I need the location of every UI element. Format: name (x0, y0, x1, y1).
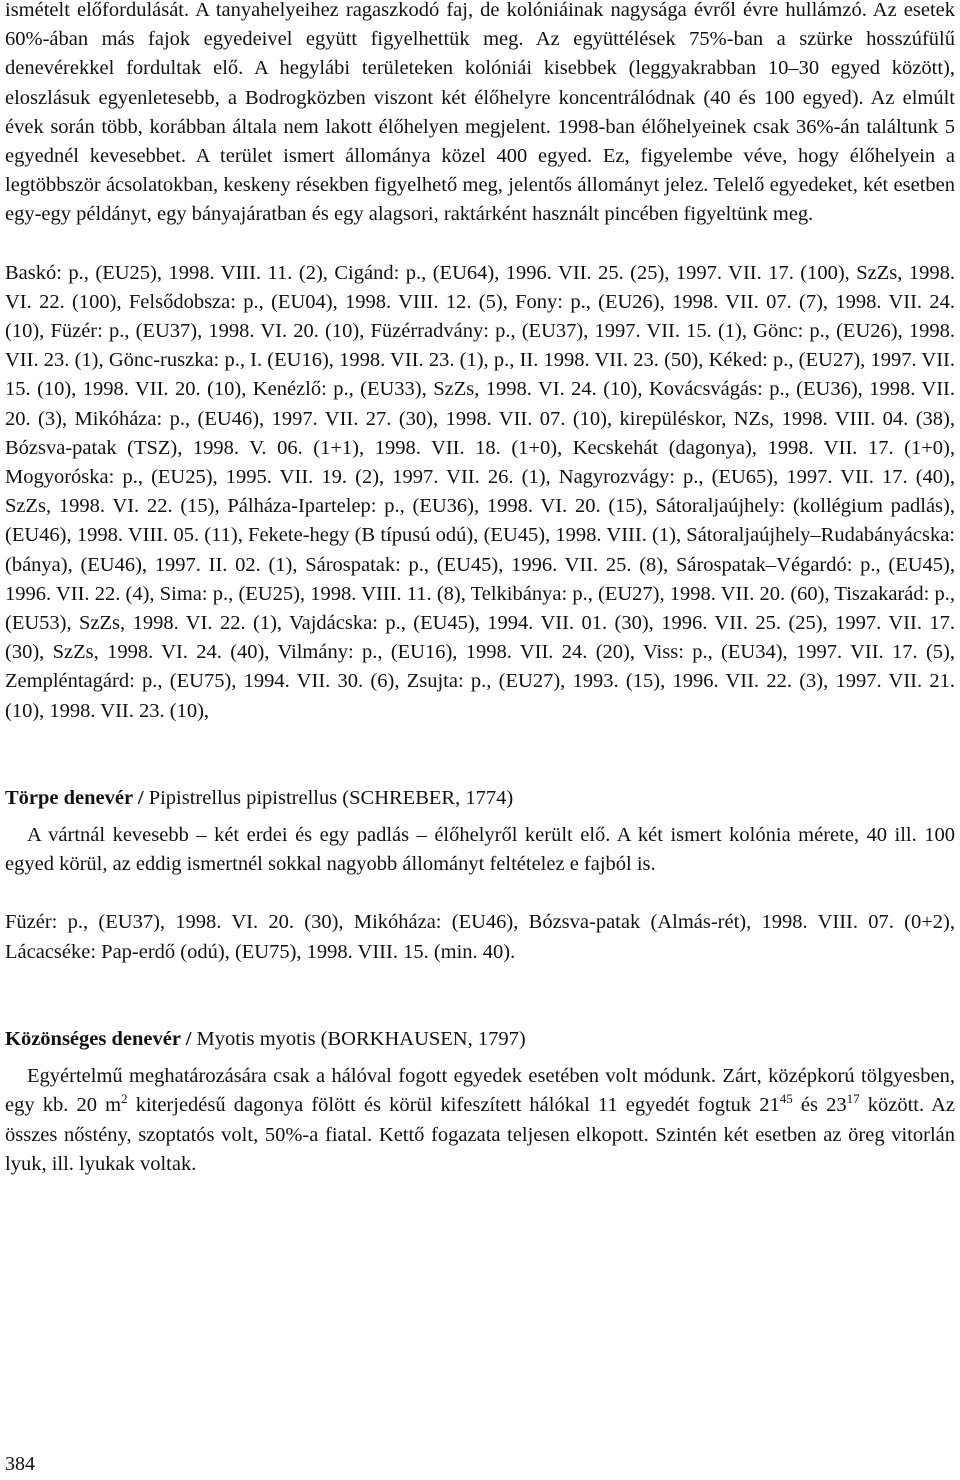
intro-paragraph: ismételt előfordulását. A tanyahelyeihez ragaszkodó faj, de kolóniáinak nagysága évről évre hullámzó. Az esetek 60%-ában más fajok egyedeivel együtt figyelhettük meg. Az együttélések 75%-ban a szürke hosszúfülű denevérekkel fordultak elő. A hegylábi területeken kolóniái kisebbek (leggyakrabban 10–30 egyed között), eloszlásuk egyenletesebb, a Bodrogközben viszont két élőhelyre koncentrálódnak (40 és 100 egyed). Az elmúlt évek során több, korábban általa nem lakott élőhelyen megjelent. 1998-ban élőhelyeinek csak 36%-án találtunk 5 egyednél kevesebbet. A terület ismert állománya közel 400 egyed. Ez, figyelembe véve, hogy élőhelyein a legtöbbször ácsolatokban, keskeny résekben figyelhető meg, jelentős állományt jelez. Telelő egyedeket, két esetben egy-egy példányt, egy bányajáratban és egy alagsori, raktárként használt pincében figyeltünk meg. (5, 0, 955, 226)
page-number: 384 (5, 1453, 35, 1475)
species-records-paragraph: Füzér: p., (EU37), 1998. VI. 20. (30), Mikóháza: (EU46), Bózsva-patak (Almás-rét), 1998. VIII. 07. (0+2), Lácacséke: Pap-erdő (odú), (EU75), 1998. VIII. 15. (min. 40). (5, 911, 955, 963)
heading-separator: / (180, 1027, 197, 1050)
heading-separator: / (132, 786, 149, 809)
species-description-paragraph: A vártnál kevesebb – két erdei és egy padlás – élőhelyről került elő. A két ismert kolónia mérete, 40 ill. 100 egyed körül, az eddig ismertnél sokkal nagyobb állományt feltételez e fajból is. (5, 824, 955, 876)
spacer (5, 230, 955, 259)
species-heading-myotis (5, 1025, 955, 1054)
species-common-name: Közönséges denevér (5, 1027, 181, 1050)
species-scientific-name: Pipistrellus pipistrellus (SCHREBER, 1774) (148, 786, 514, 809)
superscript: 45 (779, 1091, 793, 1107)
text-segment: kiterjedésű dagonya fölött és körül kifeszített hálókal 11 egyedét fogtuk 21 (127, 1094, 780, 1117)
superscript: 2 (121, 1091, 128, 1107)
superscript: 17 (846, 1091, 860, 1107)
document-page (5, 0, 955, 1179)
species-heading-pipistrellus (5, 784, 955, 813)
spacer (5, 726, 955, 784)
text-segment: között. Az összes nőstény, szoptatós volt, 50%-a fiatal. Kettő fogazata teljesen elkopott. Szintén két esetben az öreg vitorlán lyuk, ill. lyukak voltak. (5, 1094, 956, 1175)
spacer (5, 879, 955, 908)
locality-records-paragraph: Baskó: p., (EU25), 1998. VIII. 11. (2), Cigánd: p., (EU64), 1996. VII. 25. (25), 1997. VII. 17. (100), SzZs, 1998. VI. 22. (100), Felsődobsza: p., (EU04), 1998. VIII. 12. (5), Fony: p., (EU26), 1998. VII. 07. (7), 1998. VII. 24. (10), Füzér: p., (EU37), 1998. VI. 20. (10), Füzérradvány: p., (EU37), 1997. VII. 15. (1), Gönc: p., (EU26), 1998. VII. 23. (1), Gönc-ruszka: p., I. (EU16), 1998. VII. 23. (1), p., II. 1998. VII. 23. (50), Kéked: p., (EU27), 1997. VII. 15. (10), 1998. VII. 20. (10), Kenézlő: p., (EU33), SzZs, 1998. VI. 24. (10), Kovácsvágás: p., (EU36), 1998. VII. 20. (3), Mikóháza: p., (EU46), 1997. VII. 27. (30), 1998. VII. 07. (10), kirepüléskor, NZs, 1998. VIII. 04. (38), Bózsva-patak (TSZ), 1998. V. 06. (1+1), 1998. VII. 18. (1+0), Kecskehát (dagonya), 1998. VII. 17. (1+0), Mogyoróska: p., (EU25), 1995. VII. 19. (2), 1997. VII. 26. (1), Nagyrozvágy: p., (EU65), 1997. VII. 17. (40), SzZs, 1998. VI. 22. (15), Pálháza-Ipartelep: p., (EU36), 1998. VI. 20. (15), Sátoraljaújhely: (kollégium padlás), (EU46), 1998. VIII. 05. (11), Fekete-hegy (B típusú odú), (EU45), 1998. VIII. (1), Sátoraljaújhely–Rudabányácska: (bánya), (EU46), 1997. II. 02. (1), Sárospatak: p., (EU45), 1996. VII. 25. (8), Sárospatak–Végardó: p., (EU45), 1996. VII. 22. (4), Sima: p., (EU25), 1998. VIII. 11. (8), Telkibánya: p., (EU27), 1998. VII. 20. (60), Tiszakarád: p., (EU53), SzZs, 1998. VI. 22. (1), Vajdácska: p., (EU45), 1994. VII. 01. (30), 1996. VII. 25. (25), 1997. VII. 17. (30), SzZs, 1998. VI. 24. (40), Vilmány: p., (EU16), 1998. VII. 24. (20), Viss: p., (EU34), 1997. VII. 17. (5), Zempléntagárd: p., (EU75), 1994. VII. 30. (6), Zsujta: p., (EU27), 1993. (15), 1996. VII. 22. (3), 1997. VII. 21. (10), 1998. VII. 23. (10), (5, 261, 955, 722)
text-segment: és 23 (792, 1094, 847, 1117)
species-common-name: Törpe denevér (5, 786, 133, 809)
species-description-paragraph (5, 1062, 955, 1179)
spacer (5, 967, 955, 1025)
text-segment: Egyértelmű meghatározására csak a hálóval fogott egyedek esetében volt módunk. Zárt, középkorú tölgyesben, egy kb. 20 m (5, 1065, 955, 1117)
species-scientific-name: Myotis myotis (BORKHAUSEN, 1797) (196, 1027, 526, 1050)
